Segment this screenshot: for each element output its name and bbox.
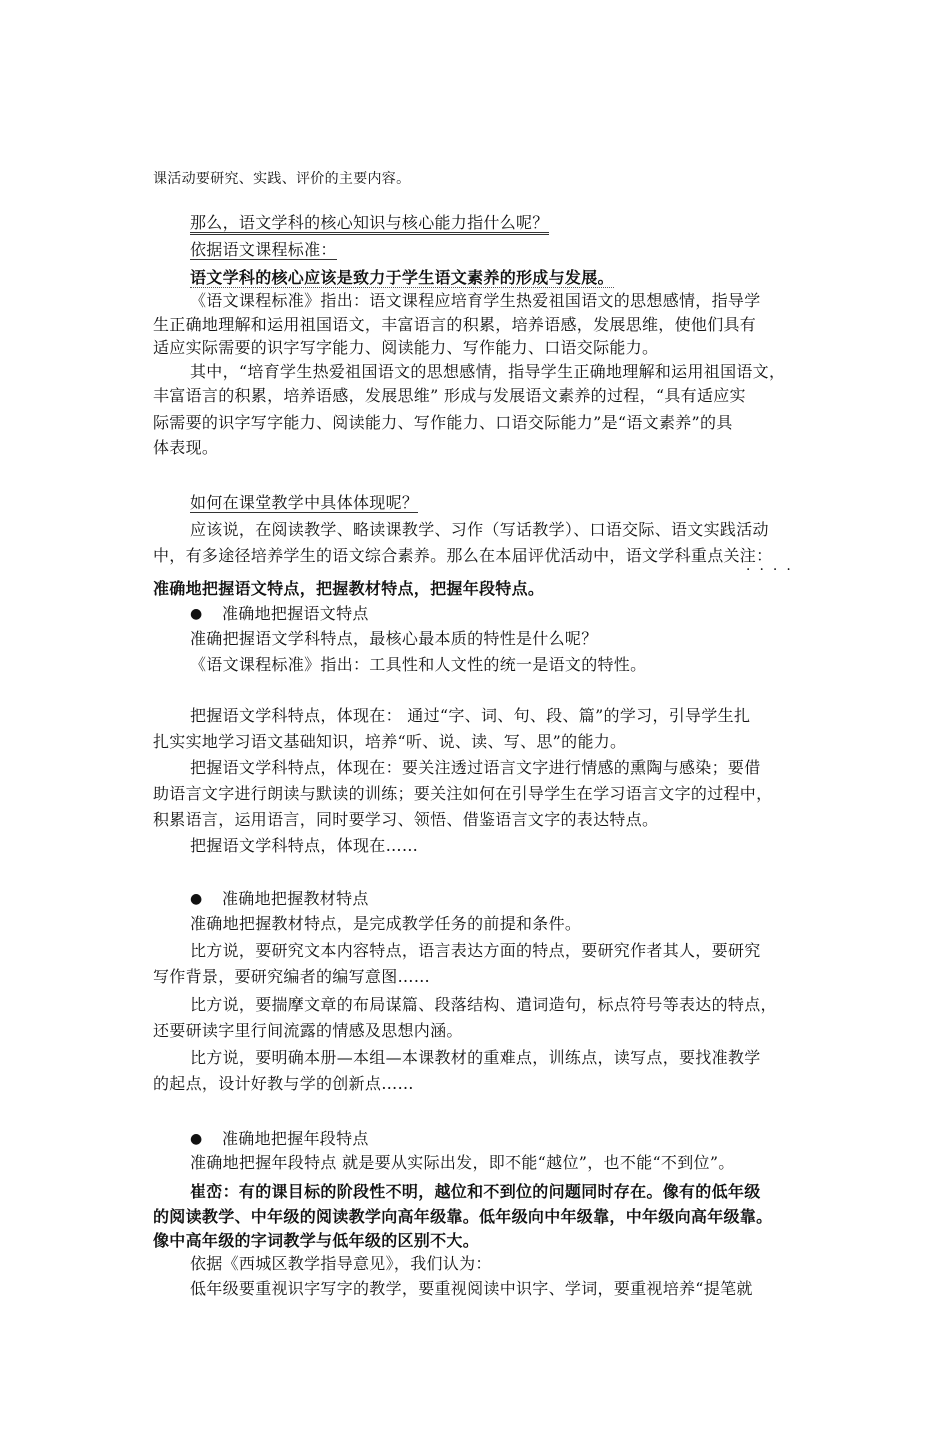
paragraph-line: 比方说，要研究文本内容特点，语言表达方面的特点，要研究作者其人，要研究 [190, 941, 761, 960]
quote-line: 的阅读教学、中年级的阅读教学向高年级靠。低年级向中年级靠，中年级向高年级靠。 [153, 1207, 773, 1226]
subheading: 依据语文课程标准： [190, 240, 337, 259]
bullet-icon: ● [190, 891, 203, 907]
bullet-heading: 准确地把握年段特点 [222, 1129, 369, 1148]
paragraph-line: 《语文课程标准》指出：语文课程应培育学生热爱祖国语文的思想感情，指导学 [190, 291, 761, 310]
paragraph-line: 应该说，在阅读教学、略读课教学、习作（写话教学）、口语交际、语文实践活动 [190, 520, 769, 539]
paragraph-line: 的起点，设计好教与学的创新点…… [153, 1074, 414, 1093]
bullet-heading: 准确地把握教材特点 [222, 889, 369, 908]
paragraph-line: 把握语文学科特点，体现在： 通过“字、词、句、段、篇”的学习，引导学生扎 [190, 706, 751, 725]
bullet-icon: ● [190, 1131, 203, 1147]
bullet-icon: ● [190, 606, 203, 622]
heading-question: 如何在课堂教学中具体体现呢？ [190, 493, 419, 512]
paragraph-line: 生正确地理解和运用祖国语文，丰富语言的积累，培养语感，发展思维，使他们具有 [153, 315, 757, 334]
paragraph-line: 准确把握语文学科特点，最核心最本质的特性是什么呢？ [190, 629, 598, 648]
paragraph-line: 依据《西城区教学指导意见》，我们认为： [190, 1254, 492, 1273]
key-statement: 语文学科的核心应该是致力于学生语文素养的形成与发展。 [190, 268, 614, 287]
paragraph-line: 适应实际需要的识字写字能力、阅读能力、写作能力、口语交际能力。 [153, 338, 659, 357]
paragraph-line: 《语文课程标准》指出：工具性和人文性的统一是语文的特性。 [190, 655, 647, 674]
paragraph-line: 积累语言，运用语言，同时要学习、领悟、借鉴语言文字的表达特点。 [153, 810, 659, 829]
paragraph-line: 中，有多途径培养学生的语文综合素养。那么在本届评优活动中，语文学科重点关注： [153, 546, 773, 565]
paragraph-line: 还要研读字里行间流露的情感及思想内涵。 [153, 1021, 463, 1040]
bullet-heading: 准确地把握语文特点 [222, 604, 369, 623]
heading-question: 那么，语文学科的核心知识与核心能力指什么呢？ [190, 211, 828, 235]
paragraph-line: 丰富语言的积累，培养语感，发展思维” 形成与发展语文素养的过程，“具有适应实 [153, 386, 746, 405]
paragraph-line: 扎实实地学习语文基础知识，培养“听、说、读、写、思”的能力。 [153, 732, 627, 751]
paragraph-line: 比方说，要明确本册—本组—本课教材的重难点，训练点，读写点，要找准教学 [190, 1048, 761, 1067]
quote-line: 崔峦：有的课目标的阶段性不明，越位和不到位的问题同时存在。像有的低年级 [190, 1182, 761, 1201]
paragraph-line: 其中，“培育学生热爱祖国语文的思想感情，指导学生正确地理解和运用祖国语文， [190, 362, 786, 381]
paragraph-line: 写作背景，要研究编者的编写意图…… [153, 967, 431, 986]
emphasis-dots: ···· [746, 562, 800, 578]
quote-line: 像中高年级的字词教学与低年级的区别不大。 [153, 1231, 480, 1250]
paragraph-line: 把握语文学科特点，体现在…… [190, 836, 419, 855]
paragraph-line: 把握语文学科特点，体现在：要关注透过语言文字进行情感的熏陶与感染；要借 [190, 758, 761, 777]
paragraph-line: 低年级要重视识字写字的教学，要重视阅读中识字、学词，要重视培养“提笔就 [190, 1279, 753, 1298]
paragraph-line: 体表现。 [153, 438, 219, 457]
key-statement: 准确地把握语文特点，把握教材特点，把握年段特点。 [153, 579, 545, 598]
paragraph-line: 课活动要研究、实践、评价的主要内容。 [153, 171, 411, 187]
paragraph-line: 际需要的识字写字能力、阅读能力、写作能力、口语交际能力”是“语文素养”的具 [153, 413, 733, 432]
paragraph-line: 助语言文字进行朗读与默读的训练；要关注如何在引导学生在学习语言文字的过程中， [153, 784, 773, 803]
paragraph-line: 准确地把握教材特点，是完成教学任务的前提和条件。 [190, 914, 582, 933]
paragraph-line: 准确地把握年段特点 就是要从实际出发，即不能“越位”，也不能“不到位”。 [190, 1153, 735, 1172]
paragraph-line: 比方说，要揣摩文章的布局谋篇、段落结构、遣词造句，标点符号等表达的特点， [190, 995, 777, 1014]
